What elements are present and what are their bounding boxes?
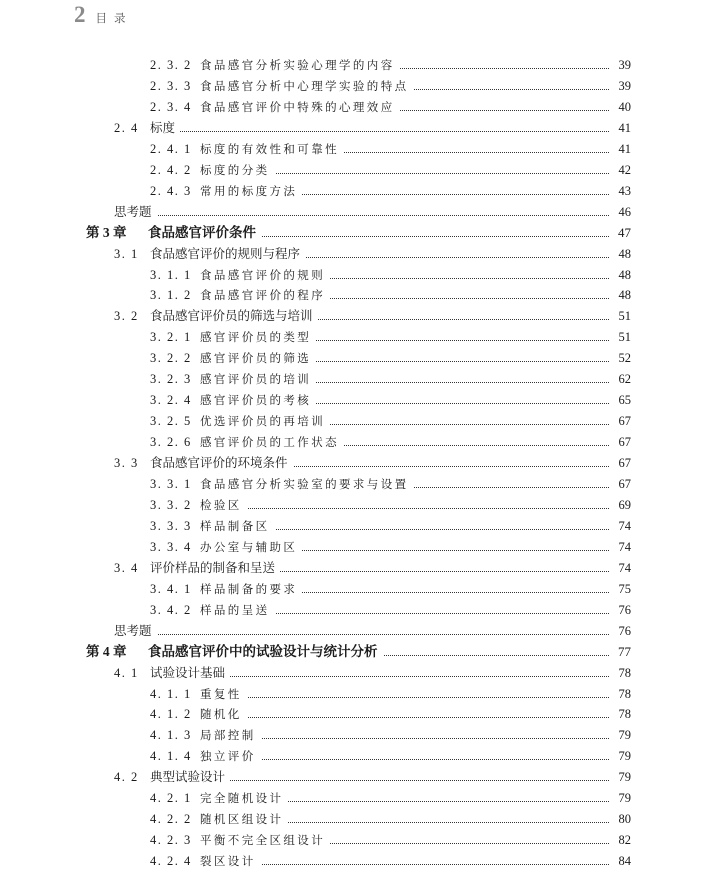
toc-entry-label [150,579,302,599]
toc-entry-title: 感官评价员的筛选 [200,351,312,366]
toc-entry-page: 82 [609,830,631,850]
toc-entry[interactable] [0,704,715,724]
toc-entry-number: 4. 1. 4 [150,749,192,764]
toc-entry-title: 重复性 [200,686,242,701]
toc-entry[interactable] [0,767,715,787]
toc-entry[interactable] [0,579,715,599]
toc-entry-label [150,369,316,389]
toc-entry-number: 3. 3. 2 [150,497,192,512]
toc-entry-title: 食品感官分析中心理学实验的特点 [200,78,409,93]
page-number: 2 [74,2,86,27]
toc-entry-label [150,830,330,850]
toc-entry-title: 感官评价员的考核 [200,393,312,408]
toc-entry-page: 67 [609,411,631,431]
toc-entry-title: 感官评价员的培训 [200,372,312,387]
toc-entry[interactable] [0,809,715,829]
toc-entry[interactable] [0,684,715,704]
toc-entry-label [150,809,288,829]
toc-entry-title: 食品感官评价员的筛选与培训 [150,308,313,324]
toc-entry-number: 2. 3. 2 [150,58,192,72]
toc-entry[interactable] [0,432,715,452]
toc-entry-title: 感官评价员的类型 [200,330,312,345]
toc-entry-number: 4. 1 [114,665,139,680]
toc-entry-title: 食品感官评价中的试验设计与统计分析 [148,643,378,660]
toc-entry[interactable] [0,76,715,96]
toc-entry-page: 80 [609,809,631,829]
toc-entry-label [150,725,261,745]
toc-entry-label [114,202,157,222]
toc-entry-title: 样品的呈送 [200,602,270,617]
toc-entry[interactable] [0,369,715,389]
toc-entry-label [86,642,383,662]
toc-entry-label [150,285,330,305]
toc-entry-label [114,621,157,641]
toc-entry-title: 食品感官分析实验心理学的内容 [200,58,395,72]
toc-entry-label [114,558,280,578]
toc-entry-title: 独立评价 [200,749,256,764]
toc-entry-page: 65 [609,390,631,410]
toc-entry-title: 食品感官评价的规则与程序 [150,245,301,261]
toc-entry-label [114,767,230,787]
toc-entry-number: 3. 1. 2 [150,288,192,303]
toc-entry-label [150,160,275,180]
toc-entry-title: 食品感官评价中特殊的心理效应 [200,99,395,114]
toc-entry-label [150,97,400,117]
toc-entry-number: 4. 1. 3 [150,728,192,743]
toc-entry[interactable] [0,516,715,536]
toc-entry-title: 优选评价员的再培训 [200,414,326,429]
toc-entry[interactable] [0,348,715,368]
toc-entry-title: 食品感官评价条件 [148,224,256,241]
toc-entry-label [150,746,261,766]
toc-entry-label [150,474,414,494]
toc-questions-entry[interactable] [0,621,715,641]
toc-entry-label [150,265,330,285]
toc-entry-title: 思考题 [114,622,152,638]
toc-entry-title: 食品感官评价的程序 [200,288,326,303]
toc-entry-title: 食品感官评价的规则 [200,267,326,282]
toc-entry-label [150,411,330,431]
toc-entry[interactable] [0,725,715,745]
toc-entry[interactable] [0,495,715,515]
toc-entry-number: 3. 4. 2 [150,602,192,617]
toc-entry[interactable] [0,558,715,578]
toc-entry-title: 样品制备区 [200,518,270,533]
toc-entry[interactable] [0,663,715,683]
toc-entry-number: 3. 3. 1 [150,477,192,491]
toc-entry-label [150,55,400,75]
toc-entry[interactable] [0,285,715,305]
toc-entry-title: 感官评价员的工作状态 [200,435,339,450]
toc-entry-title: 裂区设计 [200,854,256,869]
toc-entry-label [150,432,344,452]
toc-entry[interactable] [0,788,715,808]
toc-entry-title: 试验设计基础 [150,664,226,680]
toc-entry-title: 标度的有效性和可靠性 [200,141,339,156]
toc-entry-label [150,704,247,724]
toc-entry-page: 77 [609,642,631,662]
toc-entry-page: 79 [609,725,631,745]
toc-entry-page: 39 [609,76,631,96]
toc-entry[interactable] [0,474,715,494]
toc-entry-page: 74 [609,558,631,578]
toc-entry-page: 76 [609,600,631,620]
toc-entry-number: 3. 4. 1 [150,581,192,596]
toc-entry-page: 78 [609,704,631,724]
toc-entry-number: 3. 2. 3 [150,372,192,387]
toc-entry-page: 51 [609,327,631,347]
toc-entry-label [150,537,302,557]
toc-entry-title: 办公室与辅助区 [200,539,298,554]
toc-entry-title: 食品感官评价的环境条件 [150,455,288,471]
toc-entry-label [86,223,261,243]
toc-entry-page: 69 [609,495,631,515]
toc-entry-page: 52 [609,348,631,368]
toc-entry-title: 食品感官分析实验室的要求与设置 [200,477,409,491]
toc-entry-title: 标度的分类 [200,162,270,177]
toc-entry-label [150,684,247,704]
toc-entry-number: 4. 2. 2 [150,812,192,827]
toc-entry-label [150,851,261,871]
toc-entry[interactable] [0,600,715,620]
toc-entry-title: 标度 [150,119,176,135]
toc-entry-number: 2. 3. 4 [150,99,192,114]
dot-leader [114,215,609,216]
toc-entry-number: 2. 4 [114,120,139,135]
toc-entry-number: 3. 2. 6 [150,435,192,450]
toc-entry-page: 67 [609,453,631,473]
toc-entry-page: 48 [609,285,631,305]
toc-entry-label [150,600,275,620]
toc-entry-page: 75 [609,579,631,599]
toc-entry-title: 随机化 [200,707,242,722]
toc-entry-page: 74 [609,537,631,557]
toc-entry-title: 典型试验设计 [150,769,226,785]
toc-entry-page: 42 [609,160,631,180]
toc-questions-entry[interactable] [0,202,715,222]
toc-entry-title: 随机区组设计 [200,812,284,827]
toc-entry-page: 41 [609,139,631,159]
toc-entry-page: 39 [609,55,631,75]
toc-entry-label [150,390,316,410]
toc-entry[interactable] [0,97,715,117]
toc-entry-number: 第 3 章 [86,224,127,240]
dot-leader [114,131,609,132]
toc-entry-page: 41 [609,118,631,138]
toc-entry-number: 4. 2 [114,770,139,785]
toc-entry[interactable] [0,306,715,326]
toc-entry-label [114,453,293,473]
toc-entry-page: 79 [609,746,631,766]
toc-entry-number: 3. 4 [114,560,139,575]
toc-entry[interactable] [0,244,715,264]
toc-entry[interactable] [0,537,715,557]
toc-entry-number: 3. 1 [114,246,139,261]
toc-entry-label [150,495,247,515]
toc-entry[interactable] [0,830,715,850]
toc-chapter-entry[interactable] [0,642,715,662]
toc-entry-label [150,327,316,347]
toc-entry-label [150,516,275,536]
toc-entry-number: 4. 1. 2 [150,707,192,722]
dot-leader [114,634,609,635]
toc-entry[interactable] [0,118,715,138]
toc-entry[interactable] [0,160,715,180]
toc-entry[interactable] [0,327,715,347]
toc-entry-title: 思考题 [114,203,152,219]
header-title: 目录 [95,11,133,25]
toc-entry-number: 3. 2. 1 [150,330,192,345]
toc-entry-label [114,244,305,264]
toc-entry[interactable] [0,181,715,201]
toc-entry-title: 评价样品的制备和呈送 [150,559,276,575]
toc-entry-page: 74 [609,516,631,536]
toc-entry[interactable] [0,55,715,75]
toc-entry-page: 78 [609,684,631,704]
toc-entry-label [114,306,318,326]
toc-entry-page: 84 [609,851,631,871]
toc-entry-title: 检验区 [200,497,242,512]
toc-entry[interactable] [0,390,715,410]
toc-entry[interactable] [0,139,715,159]
toc-entry-number: 4. 2. 3 [150,833,192,848]
toc-entry-page: 67 [609,474,631,494]
toc-entry-number: 3. 3. 3 [150,518,192,533]
toc-entry-number: 4. 2. 4 [150,854,192,869]
toc-entry-number: 3. 2 [114,309,139,324]
toc-entry[interactable] [0,265,715,285]
toc-entry-label [150,348,316,368]
toc-entry-number: 2. 4. 1 [150,141,192,156]
toc-entry-page: 43 [609,181,631,201]
toc-entry-label [114,118,180,138]
toc-entry-number: 3. 3 [114,456,139,471]
toc-entry-number: 3. 1. 1 [150,267,192,282]
toc-entry-label [114,663,230,683]
toc-entry-page: 46 [609,202,631,222]
toc-entry-page: 48 [609,265,631,285]
toc-entry-page: 48 [609,244,631,264]
toc-entry[interactable] [0,746,715,766]
toc-entry-title: 完全随机设计 [200,791,284,806]
toc-chapter-entry[interactable] [0,223,715,243]
toc-entry-number: 4. 2. 1 [150,791,192,806]
toc-entry-page: 51 [609,306,631,326]
toc-entry-title: 常用的标度方法 [200,183,298,198]
toc-entry-page: 76 [609,621,631,641]
toc-entry-page: 40 [609,97,631,117]
toc-entry[interactable] [0,411,715,431]
toc-entry-page: 47 [609,223,631,243]
toc-entry-label [150,139,344,159]
toc-entry-number: 3. 2. 2 [150,351,192,366]
toc-entry-number: 2. 3. 3 [150,78,192,93]
toc-entry-number: 第 4 章 [86,643,127,659]
toc-entry-label [150,181,302,201]
toc-entry-number: 3. 3. 4 [150,539,192,554]
toc-entry-number: 2. 4. 3 [150,183,192,198]
toc-entry-number: 3. 2. 5 [150,414,192,429]
toc-entry-title: 样品制备的要求 [200,581,298,596]
toc-entry-number: 2. 4. 2 [150,162,192,177]
toc-entry-title: 局部控制 [200,728,256,743]
running-header [74,2,133,28]
toc-entry-page: 62 [609,369,631,389]
toc-entry-page: 78 [609,663,631,683]
toc-entry-page: 79 [609,788,631,808]
toc-entry-label [150,788,288,808]
toc-entry[interactable] [0,453,715,473]
toc-entry-label [150,76,414,96]
toc-entry-page: 79 [609,767,631,787]
toc-entry-number: 3. 2. 4 [150,393,192,408]
toc-entry-number: 4. 1. 1 [150,686,192,701]
toc-entry[interactable] [0,851,715,871]
toc-entry-title: 平衡不完全区组设计 [200,833,326,848]
toc-entry-page: 67 [609,432,631,452]
